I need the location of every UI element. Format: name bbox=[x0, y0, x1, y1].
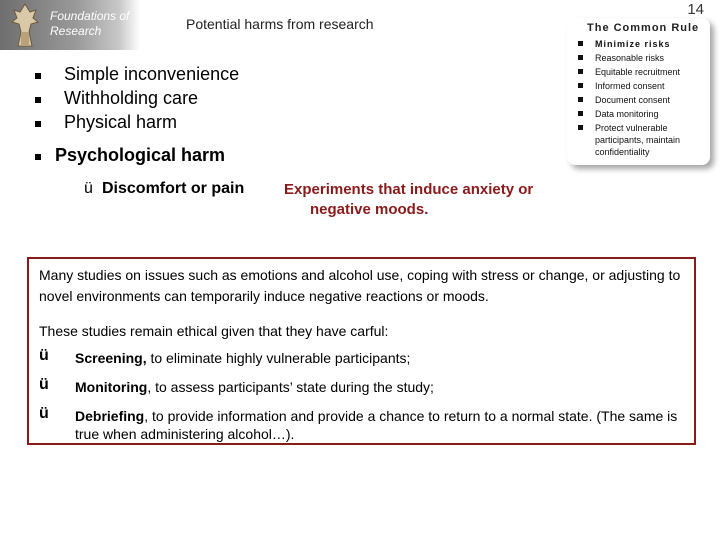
harm-item: Physical harm bbox=[35, 110, 239, 134]
common-rule-item: Informed consent bbox=[576, 79, 706, 93]
safeguard-list bbox=[39, 349, 684, 443]
harm-list bbox=[35, 62, 239, 134]
check-icon: ü bbox=[39, 376, 49, 393]
common-rule-list bbox=[576, 37, 706, 158]
common-rule-item: Reasonable risks bbox=[576, 51, 706, 65]
harm-item: Simple inconvenience bbox=[35, 62, 239, 86]
safeguard-text: , to assess participants’ state during the study; bbox=[147, 379, 434, 395]
ethics-info-box bbox=[27, 257, 696, 445]
page-number: 14 bbox=[687, 1, 704, 18]
discomfort-label: Discomfort or pain bbox=[102, 180, 245, 197]
experiments-line1: Experiments that induce anxiety or bbox=[284, 181, 534, 198]
experiments-note bbox=[284, 180, 574, 220]
common-rule-title: The Common Rule bbox=[587, 22, 700, 34]
common-rule-item: Document consent bbox=[576, 93, 706, 107]
harm-item: Withholding care bbox=[35, 86, 239, 110]
common-rule-item: Equitable recruitment bbox=[576, 65, 706, 79]
slide-title: Potential harms from research bbox=[186, 16, 374, 32]
course-title-line2: Research bbox=[50, 24, 102, 38]
info-paragraph: Many studies on issues such as emotions and alcohol use, coping with stress or change, or adjusting to novel environments can temporarily induce negative reactions or moods. bbox=[39, 267, 681, 304]
safeguard-term: Debriefing bbox=[75, 408, 145, 424]
safeguard-item bbox=[39, 378, 684, 396]
check-icon: ü bbox=[39, 347, 49, 364]
safeguard-term: Screening, bbox=[75, 350, 147, 366]
experiments-line2: negative moods. bbox=[310, 201, 429, 218]
safeguard-text: , to provide information and provide a chance to return to a normal state. (The same is true when administering alcohol…). bbox=[75, 408, 678, 442]
course-title bbox=[50, 9, 160, 39]
common-rule-item: Data monitoring bbox=[576, 107, 706, 121]
check-icon: ü bbox=[84, 180, 93, 197]
course-title-line1: Foundations of bbox=[50, 9, 130, 23]
safeguard-term: Monitoring bbox=[75, 379, 148, 395]
info-paragraph-lead: These studies remain ethical given that they have carful: bbox=[39, 323, 389, 339]
university-crest-icon bbox=[6, 2, 44, 50]
safeguard-item bbox=[39, 349, 684, 367]
psychological-harm-heading: Psychological harm bbox=[35, 143, 225, 167]
discomfort-subitem bbox=[84, 180, 244, 198]
common-rule-item: Protect vulnerable participants, maintain confidentiality bbox=[576, 121, 706, 158]
common-rule-item: Minimize risks bbox=[576, 37, 706, 51]
safeguard-item bbox=[39, 407, 684, 443]
safeguard-text: to eliminate highly vulnerable participants; bbox=[146, 350, 411, 366]
check-icon: ü bbox=[39, 405, 49, 422]
